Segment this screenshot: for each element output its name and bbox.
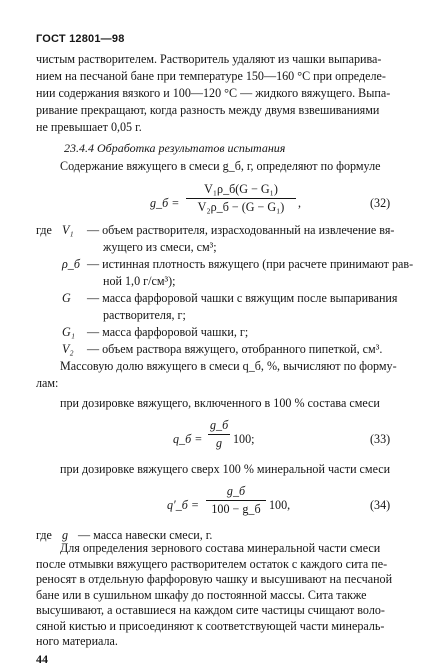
final-line: Для определения зернового состава минеральной части смеси [60,541,381,555]
def-text: — масса фарфоровой чашки с вяжущим после выпаривания [87,291,398,305]
def-cont: ной 1,0 г/см³); [103,274,176,288]
final-line: ного материала. [36,634,118,648]
def-text: — истинная плотность вяжущего (при расчете принимают рав- [87,257,414,271]
formula-34-denominator: 100 − g_б [211,502,261,516]
case2-text: при дозировке вяжущего сверх 100 % минеральной части смеси [60,462,391,476]
formula-34-tail: 100, [269,498,291,512]
final-line: высушивают, а оставшиеся на каждом сите частицы счищают воло- [36,603,385,617]
page-number: 44 [36,651,48,666]
def-cont: жущего из смеси, см³; [103,240,217,254]
equation-number-33: (33) [370,432,391,446]
formula-33-numerator: g_б [208,418,230,435]
formula-32-tail: , [298,196,302,210]
def-text: — масса навески смеси, г. [78,528,213,542]
formula-33-lhs: q_б = [173,432,203,446]
formula-32-denominator: V₂ρ_б − (G − G₁) [197,200,285,214]
intro-line: нии содержания вязкого и 100—120 °С — жидкого вяжущего. Выпа- [36,86,391,100]
intro-line: ривание прекращают, когда разность между двумя взвешиваниями [36,103,380,117]
formula-34-lhs: q′_б = [167,498,200,512]
formula-intro: Содержание вяжущего в смеси g_б, г, определяют по формуле [60,159,381,173]
def-cont: растворителя, г; [103,308,186,322]
final-line: после отмывки вяжущего растворителем остаток с каждого сита пе- [36,556,388,571]
equation-number-32: (32) [370,196,391,210]
formula-32-numerator: V₁ρ_б(G − G₁) [186,182,296,199]
equation-number-34: (34) [370,498,391,512]
final-line: реносят в отдельную фарфоровую чашку и высушивают на песчаной [36,572,393,586]
def-term: V₂ [62,342,74,356]
intro-line: нием на песчаной бане при температуре 150—160 °С при определе- [36,69,386,83]
formula-33-tail: 100; [233,432,255,446]
def-term: g [62,528,69,542]
final-line: бане или в сушильном шкафу до постоянной массы. Сита также [36,587,367,602]
def-text: — объем растворителя, израсходованный на извлечение вя- [87,223,395,237]
formula-32-fraction [186,182,296,215]
def-term: G₁ [62,325,75,339]
formula-32-lhs: g_б = [150,196,180,210]
def-term: V₁ [62,223,74,237]
where-prefix: где [36,223,52,237]
def-text: — масса фарфоровой чашки, г; [87,325,249,339]
section-heading: 23.4.4 Обработка результатов испытания [64,141,286,155]
def-term: G [62,291,71,305]
where-prefix: где [36,528,52,542]
def-term: ρ_б [62,257,80,271]
formula-34-fraction [206,484,266,517]
case1-text: при дозировке вяжущего, включенного в 100 % состава смеси [60,396,380,410]
formula-33-fraction [208,418,230,451]
intro-line: не превышает 0,05 г. [36,120,142,134]
standard-header: ГОСТ 12801—98 [36,33,125,45]
final-line: сяной кистью и присоединяют к соответствующей части минераль- [36,618,385,633]
intro-line: чистым растворителем. Растворитель удаляют из чашки выпарива- [36,52,382,66]
para2-line1: Массовую долю вяжущего в смеси q_б, %, вычисляют по форму- [60,359,397,373]
para2-line2: лам: [36,376,59,390]
formula-34-numerator: g_б [206,484,266,501]
def-text: — объем раствора вяжущего, отобранного пипеткой, см³. [87,342,383,356]
formula-33-denominator: g [215,436,223,450]
